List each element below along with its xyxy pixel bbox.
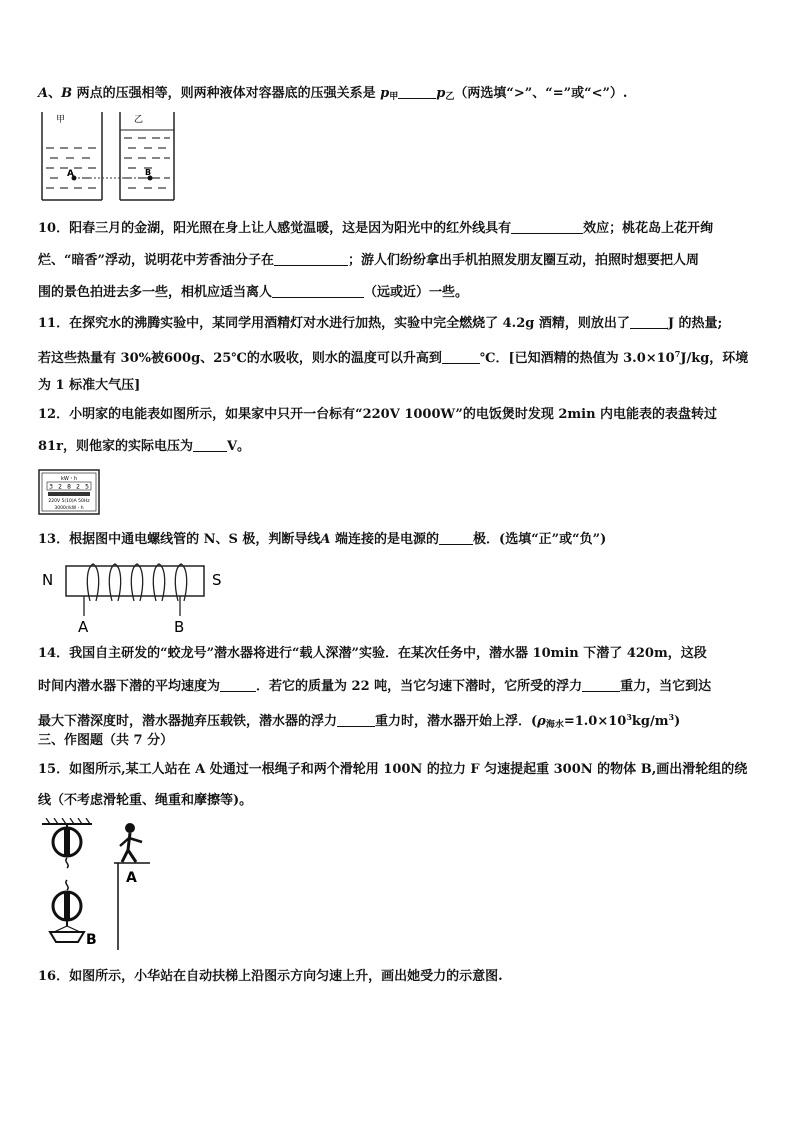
q11-line-2 xyxy=(38,345,748,368)
q15-line-2 xyxy=(38,792,252,810)
q16-line-1 xyxy=(38,968,503,986)
q10-blank-3[interactable] xyxy=(272,283,364,298)
q11-line-3 xyxy=(38,377,140,395)
q12-text-2b: V。 xyxy=(226,439,251,454)
meter-digit: 2 xyxy=(58,483,62,491)
meter-unit: kW・h xyxy=(60,476,78,482)
q15-text-1: 15．如图所示,某工人站在 A 处通过一根绳子和两个滑轮用 100N 的拉力 F 匀速提起重 300N 的物体 B,画出滑轮组的绕 xyxy=(38,762,748,777)
q11-line-1 xyxy=(38,314,722,333)
meter-spec: 220V 5(10)A 50Hz xyxy=(48,499,90,504)
pole-n: N xyxy=(42,571,54,589)
meter-digit: 8 xyxy=(67,483,71,491)
p-yi-sub: 乙 xyxy=(445,92,455,102)
meter-digit: 2 xyxy=(76,483,80,491)
q14-text-3e: ) xyxy=(674,714,681,729)
q14-line-2 xyxy=(38,677,711,696)
wire-a: A xyxy=(78,618,89,636)
q11-text-1b: J 的热量; xyxy=(667,316,723,331)
q14-text-2b: ．若它的质量为 22 吨，当它匀速下潜时，它所受的浮力 xyxy=(256,679,583,694)
q13-text-1b: 端连接的是电源的 xyxy=(330,532,440,547)
rho-symbol: ρ xyxy=(537,714,546,729)
q11-text-3: 为 1 标准大气压] xyxy=(38,378,141,393)
q13-blank[interactable] xyxy=(439,530,473,545)
label-jia: 甲 xyxy=(56,115,66,125)
q9-answer-blank[interactable] xyxy=(398,84,436,99)
section-heading: 三、作图题（共 7 分） xyxy=(38,733,174,748)
q11-blank-1[interactable] xyxy=(630,314,668,329)
object-b-label: B xyxy=(86,932,97,948)
p-jia-sub: 甲 xyxy=(389,92,399,102)
label-point-a: A xyxy=(67,169,74,179)
pulley-figure xyxy=(38,818,168,950)
wire-a-label: A xyxy=(320,532,331,547)
q12-line-1 xyxy=(38,406,717,424)
q9-text xyxy=(38,84,627,106)
q10-blank-1[interactable] xyxy=(511,219,583,234)
q11-blank-2[interactable] xyxy=(442,349,480,364)
q14-blank-2[interactable] xyxy=(582,677,620,692)
energy-meter-figure xyxy=(38,469,100,515)
q11-exponent: 7 xyxy=(674,349,681,359)
q10-line-3 xyxy=(38,283,468,302)
meter-rate: 3000r/kW・h xyxy=(54,506,84,511)
q16-text-1: 16．如图所示，小华站在自动扶梯上沿图示方向匀速上升，画出她受力的示意图. xyxy=(38,969,503,984)
meter-digit: 5 xyxy=(85,483,89,491)
rho-sub: 海水 xyxy=(545,720,564,730)
wire-b: B xyxy=(174,618,185,636)
p-yi: p xyxy=(436,86,446,101)
q10-text-2b: ；游人们纷纷拿出手机拍照发朋友圈互动，拍照时想要把人周 xyxy=(347,253,699,268)
q11-text-2b: ℃．[已知酒精的热值为 3.0×10 xyxy=(479,351,675,366)
q12-text-2a: 81r，则他家的实际电压为 xyxy=(38,439,193,454)
meter-digit: 3 xyxy=(49,483,53,491)
q14-text-2a: 时间内潜水器下潜的平均速度为 xyxy=(38,679,221,694)
q14-exponent-1: 3 xyxy=(626,712,632,722)
q10-text-3b: （远或近）一些。 xyxy=(364,285,469,300)
p-jia: p xyxy=(380,86,390,101)
q14-text-3b: 重力时，潜水器开始上浮．( xyxy=(375,714,538,729)
q12-blank[interactable] xyxy=(193,437,227,452)
q12-line-2 xyxy=(38,437,250,456)
q9-containers-figure xyxy=(38,108,178,204)
q10-line-1 xyxy=(38,219,713,238)
q10-text-1a: 10．阳春三月的金湖，阳光照在身上让人感觉温暖，这是因为阳光中的红外线具有 xyxy=(38,221,512,236)
q10-text-2a: 烂、“暗香”浮动，说明花中芳香油分子在 xyxy=(38,253,274,268)
q14-text-3a: 最大下潜深度时，潜水器抛弃压载铁，潜水器的浮力 xyxy=(38,714,338,729)
q9-text-2: （两选填“>”、“=”或“<”）. xyxy=(454,86,628,101)
q10-blank-2[interactable] xyxy=(274,251,348,266)
q11-text-2c: J/kg，环境 xyxy=(680,351,749,366)
q10-text-3a: 围的景色拍进去多一些，相机应适当离人 xyxy=(38,285,273,300)
q10-line-2 xyxy=(38,251,699,270)
pole-s: S xyxy=(212,571,222,589)
solenoid-figure xyxy=(38,556,238,638)
q10-text-1b: 效应；桃花岛上花开绚 xyxy=(583,221,714,236)
label-yi: 乙 xyxy=(134,115,144,125)
point-a-label: A xyxy=(38,86,49,101)
separator: 、 xyxy=(48,86,62,101)
q12-text-1: 12．小明家的电能表如图所示，如果家中只开一台标有“220V 1000W”的电饭煲时发现 2min 内电能表的表盘转过 xyxy=(38,407,718,422)
q13-text-1c: 极．(选填“正”或“负”) xyxy=(473,532,607,547)
q14-exponent-2: 3 xyxy=(668,712,675,722)
position-a-label: A xyxy=(126,870,137,886)
q15-line-1 xyxy=(38,761,747,779)
q11-text-1a: 11．在探究水的沸腾实验中，某同学用酒精灯对水进行加热，实验中完全燃烧了 4.2g 酒精，则放出了 xyxy=(38,316,630,331)
q14-blank-3[interactable] xyxy=(337,712,375,727)
q9-text-1: 两点的压强相等，则两种液体对容器底的压强关系是 xyxy=(72,86,376,101)
label-point-b: B xyxy=(145,168,152,177)
q13-line-1 xyxy=(38,530,606,549)
q14-text-1: 14．我国自主研发的“蛟龙号”潜水器将进行“载人深潜”实验．在某次任务中，潜水器 10min 下潜了 420m，这段 xyxy=(38,646,707,661)
q14-text-2c: 重力，当它到达 xyxy=(620,679,712,694)
q14-text-3d: kg/m xyxy=(631,714,669,729)
q11-text-2a: 若这些热量有 30%被600g、25℃的水吸收，则水的温度可以升高到 xyxy=(38,351,442,366)
q15-text-2: 线（不考虑滑轮重、绳重和摩擦等)。 xyxy=(38,793,253,808)
q13-text-1a: 13．根据图中通电螺线管的 N、S 极，判断导线 xyxy=(38,532,321,547)
q14-line-3 xyxy=(38,708,680,734)
q14-blank-1[interactable] xyxy=(220,677,256,692)
point-b-label: B xyxy=(61,86,73,101)
q14-text-3c: =1.0×10 xyxy=(563,714,627,729)
q14-line-1 xyxy=(38,645,707,663)
